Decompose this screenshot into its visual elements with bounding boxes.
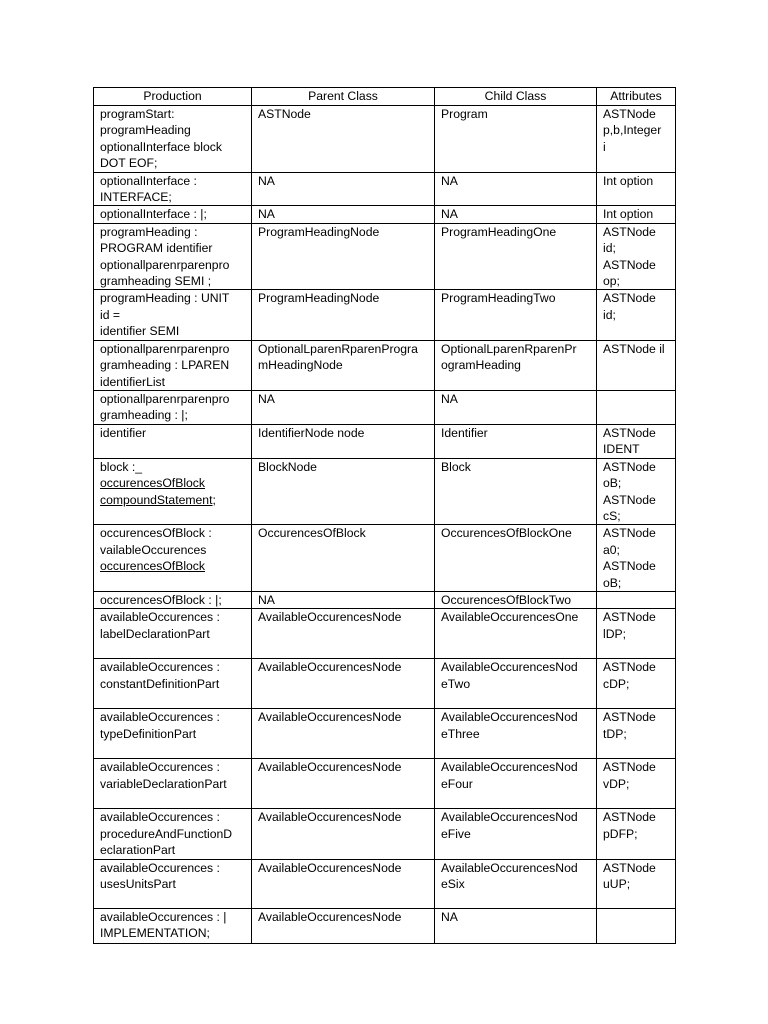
attributes-cell xyxy=(597,709,676,759)
production-cell xyxy=(94,591,252,608)
production-cell-line: identifier SEMI xyxy=(100,324,180,339)
production-cell-line: optionallparenrparenpro xyxy=(100,341,230,356)
parent-class-cell xyxy=(252,859,435,908)
parent-class-cell-line: IdentifierNode node xyxy=(258,425,365,440)
production-cell-line: occurencesOfBlock : xyxy=(100,526,212,541)
production-cell xyxy=(94,759,252,809)
child-class-cell-line: NA xyxy=(441,391,458,406)
parent-class-cell-line: ProgramHeadingNode xyxy=(258,224,380,239)
production-cell-line: optionalInterface block xyxy=(100,139,222,154)
child-class-cell xyxy=(435,424,597,458)
parent-class-cell xyxy=(252,759,435,809)
attributes-cell-line: p,b,Integer xyxy=(603,123,662,138)
table-row xyxy=(94,609,676,659)
child-class-cell-line: Block xyxy=(441,459,471,474)
production-cell xyxy=(94,659,252,709)
attributes-cell-line: ASTNode xyxy=(603,559,656,574)
attributes-cell-line: oB; xyxy=(603,476,622,491)
attributes-cell-line: IDENT xyxy=(603,442,640,457)
production-cell-line: typeDefinitionPart xyxy=(100,726,197,741)
production-cell xyxy=(94,458,252,525)
production-cell-line: compoundStatement; xyxy=(100,492,216,507)
header-parent-class: Parent Class xyxy=(252,88,435,106)
production-cell-line: availableOccurences : xyxy=(100,860,220,875)
attributes-cell-line: ASTNode xyxy=(603,610,656,625)
child-class-cell-line: NA xyxy=(441,173,458,188)
attributes-cell-line: Int option xyxy=(603,173,654,188)
table-row xyxy=(94,390,676,424)
child-class-cell-line: Identifier xyxy=(441,425,488,440)
table-row xyxy=(94,223,676,290)
child-class-cell xyxy=(435,223,597,290)
parent-class-cell-line: NA xyxy=(258,391,275,406)
attributes-cell-line: lDP; xyxy=(603,626,627,641)
child-class-cell-line: eFive xyxy=(441,826,471,841)
parent-class-cell xyxy=(252,206,435,223)
production-cell-line: gramheading : LPAREN xyxy=(100,358,230,373)
table-row xyxy=(94,659,676,709)
child-class-cell xyxy=(435,908,597,943)
parent-class-cell xyxy=(252,659,435,709)
attributes-cell-line: ASTNode xyxy=(603,257,656,272)
production-cell-line: block :_ xyxy=(100,459,143,474)
child-class-cell-line: NA xyxy=(441,909,458,924)
parent-class-cell-line: AvailableOccurencesNode xyxy=(258,860,402,875)
child-class-cell-line: AvailableOccurencesNod xyxy=(441,810,578,825)
parent-class-cell xyxy=(252,809,435,859)
production-cell-line: availableOccurences : xyxy=(100,810,220,825)
child-class-cell xyxy=(435,759,597,809)
production-cell-line: PROGRAM identifier xyxy=(100,241,213,256)
attributes-cell-line: ASTNode xyxy=(603,810,656,825)
production-cell-line: optionalInterface : |; xyxy=(100,207,207,222)
child-class-cell-line: eSix xyxy=(441,877,465,891)
child-class-cell xyxy=(435,290,597,340)
header-attributes: Attributes xyxy=(597,88,676,106)
child-class-cell xyxy=(435,859,597,908)
child-class-cell-line: ProgramHeadingOne xyxy=(441,224,557,239)
parent-class-cell-line: NA xyxy=(258,592,275,607)
attributes-cell-line: i xyxy=(603,139,606,154)
attributes-cell xyxy=(597,525,676,592)
child-class-cell-line: AvailableOccurencesNod xyxy=(441,660,578,675)
child-class-cell-line: eTwo xyxy=(441,676,471,691)
child-class-cell xyxy=(435,340,597,390)
attributes-cell xyxy=(597,609,676,659)
production-cell xyxy=(94,106,252,173)
production-cell xyxy=(94,424,252,458)
production-cell-line: availableOccurences : xyxy=(100,660,220,675)
parent-class-cell-line: AvailableOccurencesNode xyxy=(258,760,402,775)
production-cell xyxy=(94,609,252,659)
child-class-cell xyxy=(435,172,597,206)
child-class-cell-line: OccurencesOfBlockTwo xyxy=(441,592,572,607)
production-cell xyxy=(94,809,252,859)
parent-class-cell xyxy=(252,709,435,759)
parent-class-cell xyxy=(252,609,435,659)
attributes-cell-line: ASTNode xyxy=(603,760,656,775)
table-row xyxy=(94,709,676,759)
production-cell xyxy=(94,390,252,424)
attributes-cell xyxy=(597,591,676,608)
production-cell-line: availableOccurences : xyxy=(100,610,220,625)
parent-class-cell-line: ProgramHeadingNode xyxy=(258,291,380,306)
attributes-cell-line: id; xyxy=(603,241,616,256)
production-cell-line: gramheading : |; xyxy=(100,408,188,423)
attributes-cell-line: ASTNode xyxy=(603,291,656,306)
parent-class-cell xyxy=(252,223,435,290)
production-cell-line: variableDeclarationPart xyxy=(100,776,227,791)
attributes-cell-line: ASTNode xyxy=(603,526,656,541)
production-cell-line: optionalInterface : xyxy=(100,173,197,188)
child-class-cell xyxy=(435,106,597,173)
attributes-cell-line: a0; xyxy=(603,542,620,557)
parent-class-cell-line: AvailableOccurencesNode xyxy=(258,710,402,725)
table-row xyxy=(94,908,676,943)
child-class-cell xyxy=(435,709,597,759)
attributes-cell xyxy=(597,458,676,525)
attributes-cell xyxy=(597,106,676,173)
child-class-cell-line: AvailableOccurencesNod xyxy=(441,860,578,875)
parent-class-cell xyxy=(252,591,435,608)
attributes-cell xyxy=(597,424,676,458)
header-row xyxy=(94,88,676,106)
child-class-cell-line: OptionalLparenRparenPr xyxy=(441,341,577,356)
attributes-cell xyxy=(597,859,676,908)
attributes-cell xyxy=(597,908,676,943)
production-cell-line: INTERFACE; xyxy=(100,190,172,205)
attributes-cell-line: ASTNode xyxy=(603,660,656,675)
attributes-cell-line: ASTNode xyxy=(603,107,656,121)
production-cell-line: vailableOccurences xyxy=(100,542,207,557)
production-cell-line: optionallparenrparenpro xyxy=(100,391,230,406)
table-row xyxy=(94,809,676,859)
attributes-cell-line: uUP; xyxy=(603,877,631,891)
production-cell xyxy=(94,223,252,290)
child-class-cell-line: eThree xyxy=(441,726,480,741)
production-cell xyxy=(94,525,252,592)
child-class-cell-line: AvailableOccurencesNod xyxy=(441,710,578,725)
attributes-cell-line: ASTNode xyxy=(603,492,656,507)
parent-class-cell xyxy=(252,172,435,206)
production-cell-line: programHeading : UNIT xyxy=(100,291,230,306)
child-class-cell-line: eFour xyxy=(441,776,473,791)
parent-class-cell-line: mHeadingNode xyxy=(258,358,343,373)
production-cell-line: labelDeclarationPart xyxy=(100,626,210,641)
table-body xyxy=(94,106,676,944)
production-cell-line: gramheading SEMI ; xyxy=(100,274,212,289)
production-cell-line: availableOccurences : xyxy=(100,760,220,775)
attributes-cell-line: op; xyxy=(603,274,620,289)
parent-class-cell xyxy=(252,424,435,458)
production-cell xyxy=(94,908,252,943)
table-row xyxy=(94,106,676,173)
production-cell-line: optionallparenrparenpro xyxy=(100,257,230,272)
production-cell-line: eclarationPart xyxy=(100,843,176,858)
production-cell-line: programStart: xyxy=(100,107,175,121)
production-cell-line: procedureAndFunctionD xyxy=(100,826,233,841)
attributes-cell-line: tDP; xyxy=(603,726,627,741)
table-row xyxy=(94,759,676,809)
attributes-cell xyxy=(597,206,676,223)
production-cell-line: usesUnitsPart xyxy=(100,877,176,891)
attributes-cell-line: Int option xyxy=(603,207,654,222)
table-row xyxy=(94,591,676,608)
attributes-cell-line: ASTNode xyxy=(603,860,656,875)
production-cell-line: availableOccurences : | xyxy=(100,909,227,924)
table-row xyxy=(94,172,676,206)
parent-class-cell-line: AvailableOccurencesNode xyxy=(258,610,402,625)
parent-class-cell xyxy=(252,106,435,173)
parent-class-cell-line: AvailableOccurencesNode xyxy=(258,810,402,825)
table-row xyxy=(94,424,676,458)
production-cell-line: availableOccurences : xyxy=(100,710,220,725)
attributes-cell-line: pDFP; xyxy=(603,826,638,841)
parent-class-cell xyxy=(252,390,435,424)
child-class-cell-line: AvailableOccurencesOne xyxy=(441,610,579,625)
parent-class-cell-line: AvailableOccurencesNode xyxy=(258,660,402,675)
table-row xyxy=(94,458,676,525)
production-cell-line: programHeading xyxy=(100,123,191,138)
child-class-cell-line: ProgramHeadingTwo xyxy=(441,291,556,306)
attributes-cell-line: vDP; xyxy=(603,776,630,791)
attributes-cell xyxy=(597,390,676,424)
production-cell xyxy=(94,859,252,908)
child-class-cell-line: AvailableOccurencesNod xyxy=(441,760,578,775)
parent-class-cell xyxy=(252,290,435,340)
production-cell xyxy=(94,172,252,206)
child-class-cell xyxy=(435,591,597,608)
production-cell xyxy=(94,709,252,759)
child-class-cell xyxy=(435,809,597,859)
parent-class-cell-line: OptionalLparenRparenProgra xyxy=(258,341,418,356)
production-cell-line: programHeading : xyxy=(100,224,198,239)
attributes-cell xyxy=(597,290,676,340)
production-cell-line: id = xyxy=(100,307,120,322)
attributes-cell-line: oB; xyxy=(603,575,622,590)
attributes-cell-line: ASTNode il xyxy=(603,341,665,356)
table-row xyxy=(94,525,676,592)
child-class-cell-line: NA xyxy=(441,207,458,222)
parent-class-cell-line: ASTNode xyxy=(258,107,311,121)
attributes-cell-line: ASTNode xyxy=(603,224,656,239)
production-cell-line: occurencesOfBlock xyxy=(100,476,205,491)
attributes-cell xyxy=(597,223,676,290)
child-class-cell xyxy=(435,458,597,525)
attributes-cell-line: ASTNode xyxy=(603,459,656,474)
attributes-cell xyxy=(597,809,676,859)
attributes-cell xyxy=(597,172,676,206)
production-cell-line: identifier xyxy=(100,425,147,440)
attributes-cell-line: cS; xyxy=(603,508,621,523)
parent-class-cell-line: AvailableOccurencesNode xyxy=(258,909,402,924)
child-class-cell-line: OccurencesOfBlockOne xyxy=(441,526,572,541)
production-cell-line: constantDefinitionPart xyxy=(100,676,220,691)
parent-class-cell xyxy=(252,458,435,525)
production-cell-line: occurencesOfBlock : |; xyxy=(100,592,222,607)
parent-class-cell-line: BlockNode xyxy=(258,459,317,474)
attributes-cell-line: ASTNode xyxy=(603,425,656,440)
table-row xyxy=(94,340,676,390)
header-child-class: Child Class xyxy=(435,88,597,106)
parent-class-cell xyxy=(252,340,435,390)
production-cell xyxy=(94,290,252,340)
parent-class-cell xyxy=(252,908,435,943)
child-class-cell-line: Program xyxy=(441,107,488,121)
production-cell-line: occurencesOfBlock xyxy=(100,559,205,574)
productions-table xyxy=(93,87,676,944)
parent-class-cell xyxy=(252,525,435,592)
production-cell-line: IMPLEMENTATION; xyxy=(100,926,210,940)
child-class-cell xyxy=(435,609,597,659)
production-cell xyxy=(94,206,252,223)
attributes-cell-line: id; xyxy=(603,307,616,322)
child-class-cell xyxy=(435,390,597,424)
child-class-cell-line: ogramHeading xyxy=(441,358,521,373)
table-row xyxy=(94,859,676,908)
attributes-cell-line: cDP; xyxy=(603,676,630,691)
parent-class-cell-line: OccurencesOfBlock xyxy=(258,526,366,541)
attributes-cell xyxy=(597,659,676,709)
attributes-cell xyxy=(597,340,676,390)
table-row xyxy=(94,206,676,223)
header-production: Production xyxy=(94,88,252,106)
table-row xyxy=(94,290,676,340)
parent-class-cell-line: NA xyxy=(258,173,275,188)
attributes-cell-line: ASTNode xyxy=(603,710,656,725)
production-cell xyxy=(94,340,252,390)
child-class-cell xyxy=(435,206,597,223)
production-cell-line: identifierList xyxy=(100,374,166,389)
production-cell-line: DOT EOF; xyxy=(100,156,158,171)
parent-class-cell-line: NA xyxy=(258,207,275,222)
attributes-cell xyxy=(597,759,676,809)
child-class-cell xyxy=(435,659,597,709)
child-class-cell xyxy=(435,525,597,592)
